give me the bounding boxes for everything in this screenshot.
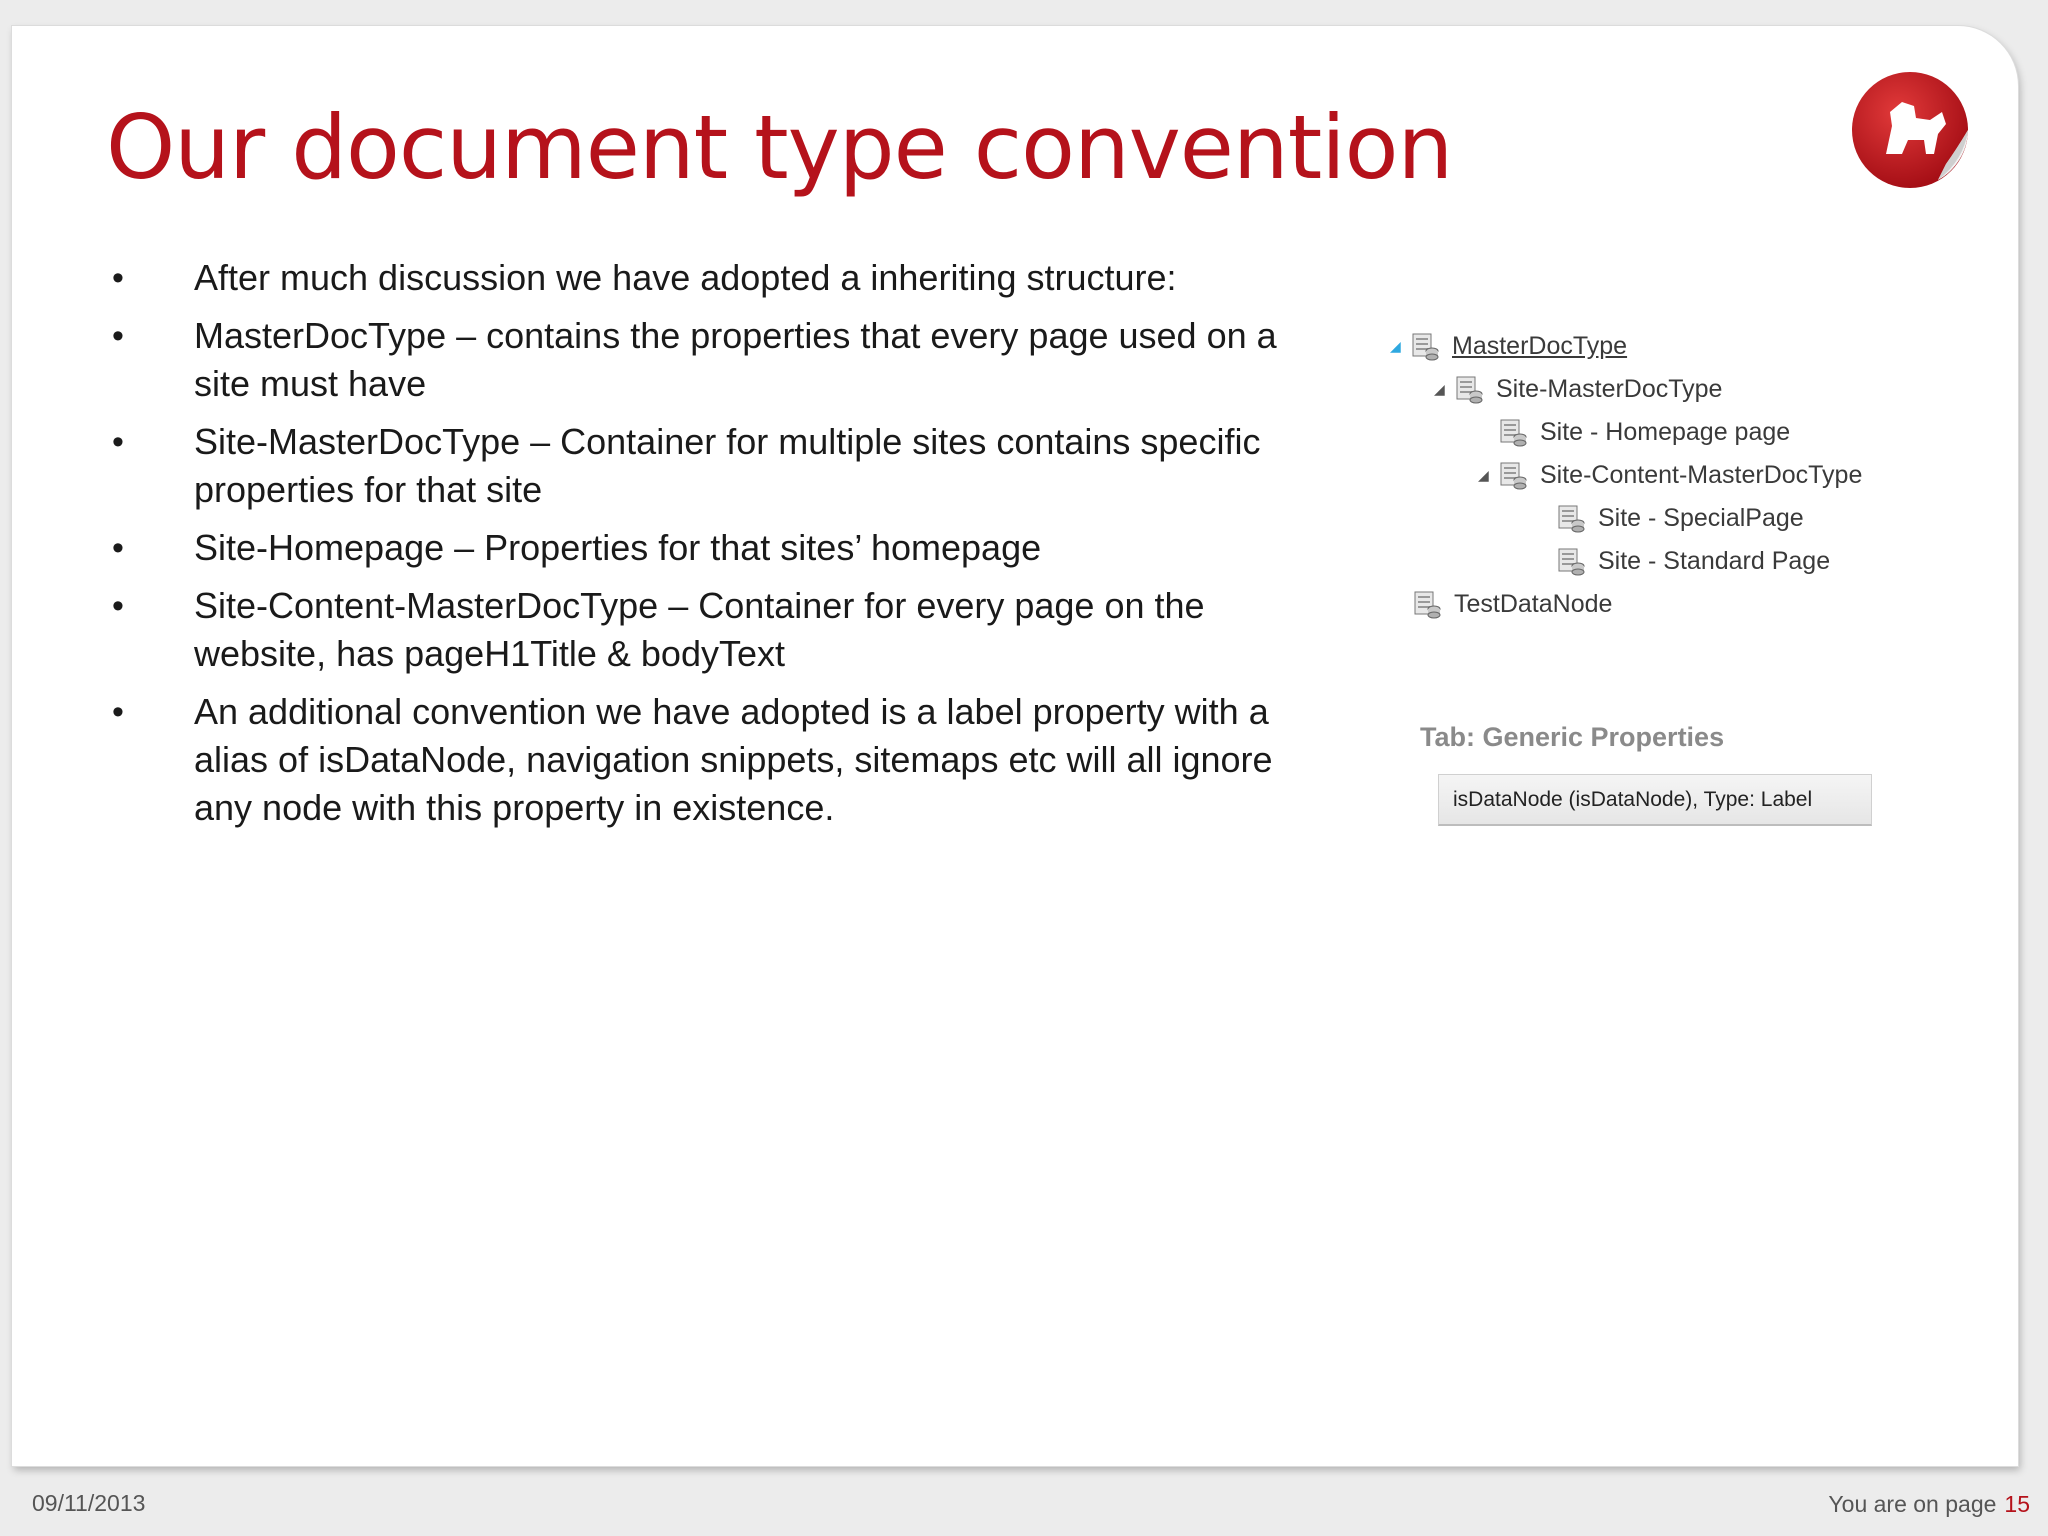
doctype-icon — [1556, 546, 1586, 576]
tree-item-site-specialpage[interactable] — [1556, 498, 1804, 538]
tree-item-site-masterdoctype[interactable] — [1434, 369, 1722, 409]
expand-arrow-icon[interactable]: ◢ — [1478, 466, 1489, 483]
footer-date: 09/11/2013 — [32, 1490, 146, 1516]
tree-item-testdatanode[interactable] — [1412, 584, 1612, 624]
doctype-icon — [1498, 417, 1528, 447]
doctype-icon — [1556, 503, 1586, 533]
brand-logo — [1850, 68, 1980, 198]
tab-header: Tab: Generic Properties — [1420, 722, 1725, 752]
list-item: • Site-Homepage – Properties for that sites’ homepage — [112, 527, 1042, 568]
tree-item-label[interactable]: Site - Homepage page — [1540, 417, 1791, 446]
tree-item-label[interactable]: Site - Standard Page — [1598, 546, 1831, 575]
property-label: isDataNode (isDataNode), Type: Label — [1453, 787, 1813, 811]
tree-item-masterdoctype[interactable] — [1390, 326, 1627, 366]
slide — [12, 26, 2018, 1466]
property-row[interactable] — [1438, 774, 1872, 826]
tree-item-label[interactable]: Site - SpecialPage — [1598, 503, 1804, 532]
doctype-icon — [1410, 331, 1440, 361]
tree-item-site-standard-page[interactable] — [1556, 541, 1830, 581]
expand-arrow-icon[interactable]: ◢ — [1434, 380, 1445, 397]
expand-arrow-icon[interactable]: ◢ — [1390, 337, 1401, 354]
doctype-icon — [1412, 589, 1442, 619]
list-item: • After much discussion we have adopted a inheriting structure: — [112, 257, 1177, 298]
doctype-icon — [1454, 374, 1484, 404]
doctype-icon — [1498, 460, 1528, 490]
tree-item-label[interactable]: Site-Content-MasterDocType — [1540, 460, 1863, 489]
bullet-list — [106, 254, 1326, 842]
list-item: • Site-Content-MasterDocType – Container for every page on the website, has pageH1Title & bodyText — [112, 585, 1205, 674]
tree-item-label[interactable]: TestDataNode — [1454, 589, 1613, 618]
page-number: 15 — [2004, 1491, 2030, 1517]
tree-item-label[interactable]: MasterDocType — [1452, 331, 1628, 360]
tree-item-site-content-masterdoctype[interactable] — [1478, 455, 1862, 495]
tree-item-label[interactable]: Site-MasterDocType — [1496, 374, 1723, 403]
page-prefix: You are on page — [1828, 1491, 1997, 1517]
tree-item-site-homepage[interactable] — [1498, 412, 1790, 452]
list-item: • MasterDocType – contains the properties that every page used on a site must have — [112, 315, 1277, 404]
page-indicator — [1828, 1491, 2030, 1518]
list-item: • Site-MasterDocType – Container for multiple sites contains specific properties for that site — [112, 421, 1261, 510]
slide-title: Our document type convention — [106, 96, 1453, 199]
list-item: • An additional convention we have adopted is a label property with a alias of isDataNode, navigation snippets, sitemaps etc will all ignore any node with this property in existence. — [112, 691, 1273, 828]
